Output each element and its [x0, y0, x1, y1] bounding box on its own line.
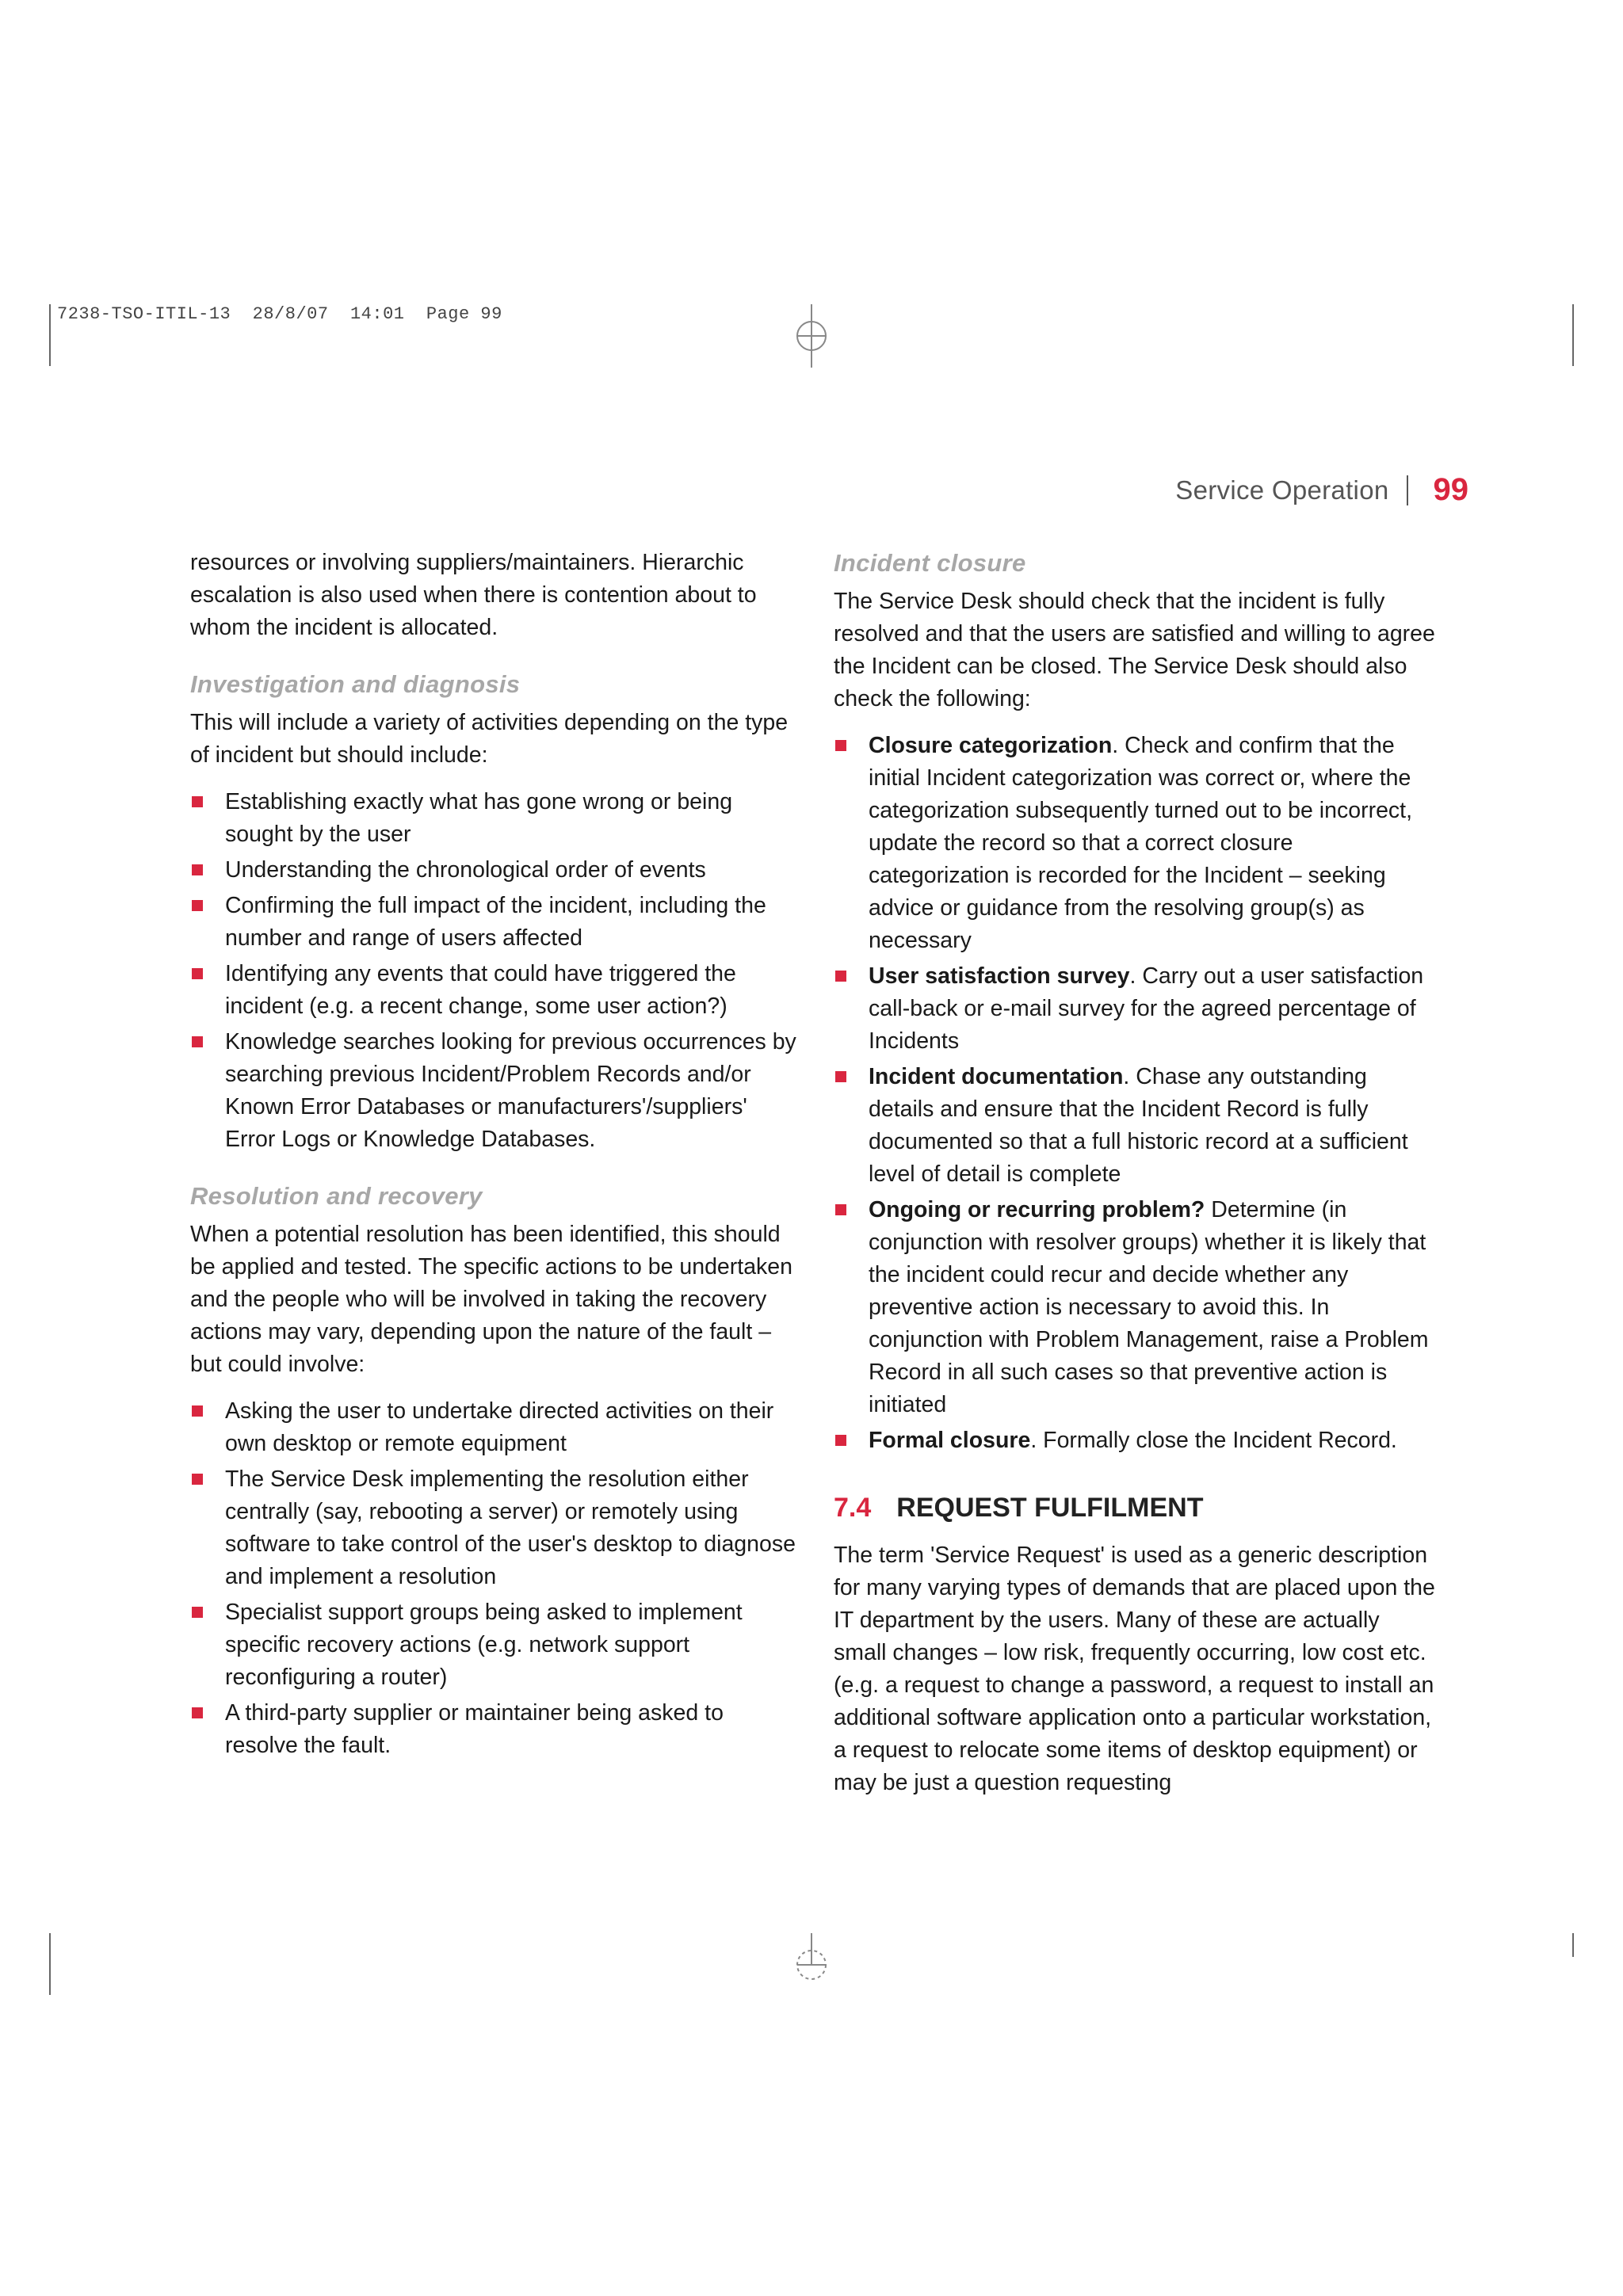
bullet-square-icon: [835, 1435, 846, 1446]
registration-mark-bottom: [792, 1933, 831, 1997]
right-column: [834, 547, 1436, 1814]
list-item: Closure categorization. Check and confirm that the initial Incident categorization was correct or, where the categorization subsequently turned out to be incorrect, update the record so that a correct closure categorization is recorded for the Incident – seeking advice or guidance from the resolving group(s) as necessary: [834, 730, 1436, 957]
list-item: Incident documentation. Chase any outstanding details and ensure that the Incident Record is fully documented so that a full historic record at a sufficient level of detail is complete: [834, 1061, 1436, 1191]
list-item: A third-party supplier or maintainer being asked to resolve the fault.: [190, 1697, 800, 1762]
list-item-term: Formal closure: [869, 1428, 1031, 1453]
bullet-square-icon: [835, 1204, 846, 1215]
bullet-square-icon: [192, 968, 203, 979]
bullet-square-icon: [192, 900, 203, 911]
crop-mark-top-right: [1572, 304, 1574, 366]
investigation-heading: Investigation and diagnosis: [190, 670, 521, 698]
list-item: Specialist support groups being asked to implement specific recovery actions (e.g. network support reconfiguring a router): [190, 1596, 800, 1694]
list-item-term: Ongoing or recurring problem?: [869, 1197, 1205, 1222]
list-item-term: User satisfaction survey: [869, 963, 1130, 989]
bullet-square-icon: [192, 1607, 203, 1618]
resolution-intro: When a potential resolution has been identified, this should be applied and tested. The specific actions to be undertaken and the people who will be involved in taking the recovery actions may vary, depending upon the nature of the fault – but could involve:: [190, 1222, 792, 1377]
list-item: User satisfaction survey. Carry out a user satisfaction call-back or e-mail survey for the agreed percentage of Incidents: [834, 960, 1436, 1058]
list-item: Confirming the full impact of the incident, including the number and range of users affected: [190, 890, 800, 955]
crop-mark-bottom-right: [1572, 1933, 1574, 1957]
list-item: Establishing exactly what has gone wrong or being sought by the user: [190, 786, 800, 851]
investigation-list: [190, 786, 800, 1156]
header-divider: [1407, 475, 1408, 505]
list-item-term: Incident documentation: [869, 1064, 1124, 1089]
bullet-square-icon: [192, 1405, 203, 1417]
resolution-list: [190, 1395, 800, 1762]
list-item: Formal closure. Formally close the Incident Record.: [834, 1425, 1436, 1457]
investigation-intro: This will include a variety of activities depending on the type of incident but should include:: [190, 710, 789, 768]
bullet-square-icon: [192, 1036, 203, 1047]
closure-intro: The Service Desk should check that the incident is fully resolved and that the users are satisfied and willing to agree the Incident can be closed. The Service Desk should also check the following:: [834, 589, 1435, 711]
bullet-square-icon: [192, 864, 203, 875]
page-number: 99: [1433, 472, 1468, 507]
list-item: Identifying any events that could have triggered the incident (e.g. a recent change, some user action?): [190, 958, 800, 1023]
resolution-heading: Resolution and recovery: [190, 1182, 483, 1210]
bullet-square-icon: [835, 740, 846, 751]
list-item-term: Closure categorization: [869, 733, 1113, 758]
list-item: Knowledge searches looking for previous occurrences by searching previous Incident/Problem Records and/or Known Error Databases or manufacturers'/suppliers' Error Logs or Knowledge Databases.: [190, 1026, 800, 1156]
list-item: The Service Desk implementing the resolution either centrally (say, rebooting a server) or remotely using software to take control of the user's desktop to diagnose and implement a resolution: [190, 1463, 800, 1593]
bullet-square-icon: [192, 1707, 203, 1718]
closure-list: [834, 730, 1436, 1457]
bullet-square-icon: [192, 796, 203, 807]
crop-mark-top-left: [49, 304, 51, 366]
running-header: [1175, 472, 1468, 508]
bullet-square-icon: [835, 971, 846, 982]
list-item: Ongoing or recurring problem? Determine (in conjunction with resolver groups) whether it is likely that the incident could recur and decide whether any preventive action is necessary to avoid this. In conjunction with Problem Management, raise a Problem Record in all such cases so that preventive action is initiated: [834, 1194, 1436, 1421]
section-number: 7.4: [834, 1493, 872, 1523]
registration-mark-top: [792, 304, 831, 368]
bullet-square-icon: [192, 1474, 203, 1485]
continued-paragraph: resources or involving suppliers/maintainers. Hierarchic escalation is also used when there is contention about to whom the incident is allocated.: [190, 550, 757, 640]
list-item: Asking the user to undertake directed activities on their own desktop or remote equipment: [190, 1395, 800, 1460]
running-header-title: Service Operation: [1175, 475, 1389, 505]
section-heading: [834, 1490, 1436, 1525]
left-column: [190, 547, 800, 1779]
bullet-square-icon: [835, 1071, 846, 1082]
closure-heading: Incident closure: [834, 549, 1026, 577]
print-slug-line: 7238-TSO-ITIL-13 28/8/07 14:01 Page 99: [57, 304, 502, 324]
list-item: Understanding the chronological order of events: [190, 854, 800, 887]
section-title: REQUEST FULFILMENT: [896, 1493, 1204, 1523]
crop-mark-bottom-left: [49, 1933, 51, 1995]
section-body: The term 'Service Request' is used as a generic description for many varying types of demands that are placed upon the IT department by the users. Many of these are actually small changes – low risk, frequently occurring, low cost etc. (e.g. a request to change a password, a request to install an additional software application onto a particular workstation, a request to relocate some items of desktop equipment) or may be just a question requesting: [834, 1543, 1435, 1795]
